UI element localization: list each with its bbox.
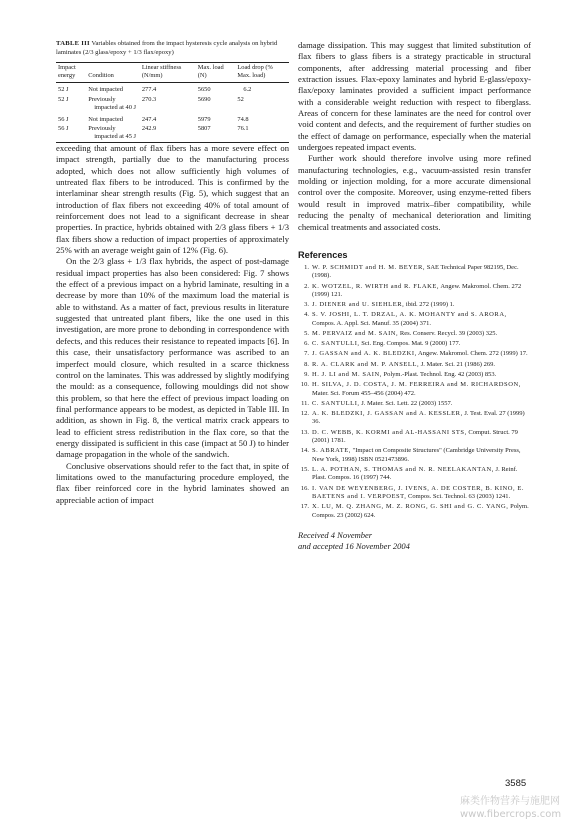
table-cell: 74.8 <box>237 115 249 123</box>
reference-item: 2. K. WOTZEL, R. WIRTH and R. FLAKE, Angew. Makromol. Chem. 272 (1999) 121. <box>304 282 522 299</box>
table-cell: 6.2 <box>243 86 252 94</box>
table-row <box>56 83 289 95</box>
table-cell: 52 J <box>58 95 69 103</box>
reference-item: 15. L. A. POTHAN, S. THOMAS and N. R. NEELAKANTAN, J. Reinf. Plast. Compos. 16 (1997) 744. <box>300 465 518 482</box>
reference-item: 5. M. PERVAIZ and M. SAIN, Res. Conserv. Recycl. 39 (2003) 325. <box>304 330 498 338</box>
reference-item: 17. X. LU, M. Q. ZHANG, M. Z. RONG, G. SHI and G. C. YANG, Polym. Compos. 23 (2002) 624. <box>300 503 529 519</box>
table-header-cell: Condition <box>88 72 114 80</box>
table-header-cell: Linear stiffness (N/mm) <box>141 64 182 80</box>
left-column <box>56 40 289 506</box>
table-cell: 56 J <box>58 125 69 133</box>
table-cell: 5650 <box>197 86 211 94</box>
received-dates <box>298 530 531 552</box>
page-number: 3585 <box>505 778 527 789</box>
body-paragraph: damage dissipation. This may suggest that limited substitution of flax fibers to glass fibers is a strategy practicable in structural components, after addressing material processing and fiber extraction issues. Flax-epoxy laminates and hybrid E-glass/epoxy-flax/epoxy laminates provided a sufficient impact performance with a considerable weight reduction with respect to fiberglass. Areas of concern for these laminates are the need for control over void content and defects, and the requirement of further studies on the effect of damage on performance, especially when the material undergoes repeated impact events. <box>298 40 531 153</box>
received-line: Received 4 November <box>298 530 373 541</box>
accepted-line: and accepted 16 November 2004 <box>298 541 410 552</box>
table-cell: Previously impacted at 40 J <box>88 95 136 111</box>
body-paragraph: Further work should therefore involve using more refined manufacturing technologies, e.g., vacuum-assisted resin transfer molding or injection molding, for a more accurate dimensional control over the composite. Moreover, using enzyme-retted fibers would result in improved matrix–fiber compatibility, while reducing the penalty of mechanical deterioration and limiting chemical treatments and associated costs. <box>298 153 531 232</box>
reference-item: 3. J. DIENER and U. SIEHLER, ibid. 272 (1999) 1. <box>304 301 455 309</box>
reference-item: 4. S. V. JOSHI, L. T. DRZAL, A. K. MOHANTY and S. ARORA, Compos. A. Appl. Sci. Manuf. 35 (2004) 371. <box>304 311 507 327</box>
table-cell: 277.4 <box>141 86 157 94</box>
table-header-row <box>56 63 289 83</box>
reference-item: 9. H. J. LI and M. SAIN, Polym.-Plast. Technol. Eng. 42 (2003) 853. <box>304 370 497 378</box>
references-list <box>298 264 531 521</box>
right-column <box>298 40 531 552</box>
watermark-url: www.fibercrops.com <box>460 809 562 820</box>
reference-item: 11. C. SANTULLI, J. Mater. Sci. Lett. 22 (2003) 1557. <box>301 399 453 407</box>
table-cell: Not impacted <box>88 86 123 94</box>
table-caption-label: TABLE III <box>56 40 90 47</box>
table-cell: 52 J <box>58 86 69 94</box>
table-row <box>56 124 289 142</box>
table-header-cell: Load drop (% Max. load) <box>237 64 273 80</box>
table-cell: Previously impacted at 45 J <box>88 125 136 141</box>
table-caption <box>56 40 289 57</box>
reference-item: 7. J. GASSAN and A. K. BLEDZKI, Angew. Makromol. Chem. 272 (1999) 17. <box>304 350 528 358</box>
reference-item: 14. S. ABRATE, "Impact on Composite Structures" (Cambridge University Press, New York, 1998) ISBN 0521473896. <box>300 447 521 463</box>
table-header-cell: Max. load (N) <box>197 64 224 80</box>
reference-item: 8. R. A. CLARK and M. P. ANSELL, J. Mater. Sci. 21 (1986) 269. <box>304 360 495 368</box>
table-row <box>56 113 289 125</box>
table-cell: 76.1 <box>237 125 249 133</box>
table-cell: Not impacted <box>88 115 123 123</box>
table-cell: 56 J <box>58 115 69 123</box>
table-cell: 5807 <box>197 125 211 133</box>
reference-item: 1. W. P. SCHMIDT and H. M. BEYER, SAE Technical Paper 982195, Dec. (1998). <box>304 263 519 280</box>
table-cell: 242.9 <box>141 125 157 133</box>
table-cell: 5690 <box>197 95 211 103</box>
references-heading: References <box>298 249 348 260</box>
table-cell: 5979 <box>197 115 211 123</box>
results-table <box>56 62 289 143</box>
table-header-cell: Impact energy <box>58 64 76 80</box>
watermark <box>460 795 561 821</box>
table-caption-text: Variables obtained from the impact hysteresis cycle analysis on hybrid laminates (2/3 glass/epoxy + 1/3 flax/epoxy) <box>56 40 278 56</box>
body-paragraph: exceeding that amount of flax fibers has a more severe effect on impact strength, partially due to the manufacturing process adopted, which does not allow sufficiently high volumes of untreated flax fibers to be introduced. This is confirmed by the interlaminar shear strength results (Fig. 5), which suggest that an introduction of flax fibers not exceeding 40% of total amount of reinforcement does not lead to a significant decrease in shear properties. In practice, hybrids obtained with 2/3 glass fibers + 1/3 flax fibers show a reduction of impact properties of approximately 25% with an average weight gain of 12% (Fig. 6). <box>56 142 289 256</box>
watermark-title: 麻类作物营养与施肥网 <box>460 796 560 807</box>
table-cell: 52 <box>237 95 244 103</box>
reference-item: 13. D. C. WEBB, K. KORMI and AL-HASSANI STS, Comput. Struct. 79 (2001) 1781. <box>300 428 518 445</box>
reference-item: 12. A. K. BLEDZKI, J. GASSAN and A. KESSLER, J. Test. Eval. 27 (1999) 36. <box>300 409 525 426</box>
table-row <box>56 95 289 113</box>
table-cell: 247.4 <box>141 115 157 123</box>
body-paragraph: Conclusive observations should refer to the fact that, in spite of limitations owed to the manufacturing procedure employed, the flax fiber reinforced core in the hybrid laminates showed an appreciable action of impact <box>56 460 289 505</box>
table-cell: 270.3 <box>141 95 157 103</box>
body-paragraph: On the 2/3 glass + 1/3 flax hybrids, the aspect of post-damage residual impact properties has also been considered: Fig. 7 shows the effect of a previous impact on a hybrid laminate, resulting in a decrease by more than 10% of the maximum load the material is able to withstand. As a matter of fact, previous results in literature suggested that untreated plant fibers, like the one used in this investigation, are more prone to debonding in correspondence with defects, and this reduces their resistance to repeated impacts [6]. In this case, their unsatisfactory performance was ascribed to an imperfect mould closure, which resulted in a scarce thickness control on the laminates. This was addressed by slightly modifying the mould: as a consequence, following mouldings did not show this problem, so that here the effect of previous impact loading on final performance appears to be modest, as depicted in Table III. In addition, as shown in Fig. 8, the vertical matrix crack appears to lead to efficient stress redistribution in the flax core, so that the energy dissipated is sufficient in this case (impact at 50 J) to hinder damage propagation in the whole of the sandwich. <box>56 256 289 460</box>
reference-item: 16. I. VAN DE WEYENBERG, J. IVENS, A. DE COSTER, B. KINO, E. BAETENS and I. VERPOEST, Compos. Sci. Technol. 63 (2003) 1241. <box>300 484 525 501</box>
reference-item: 10. H. SILVA, J. D. COSTA, J. M. FERREIRA and M. RICHARDSON, Mater. Sci. Forum 455–456 (2004) 472. <box>300 381 521 397</box>
reference-item: 6. C. SANTULLI, Sci. Eng. Compos. Mat. 9 (2000) 177. <box>304 340 461 348</box>
